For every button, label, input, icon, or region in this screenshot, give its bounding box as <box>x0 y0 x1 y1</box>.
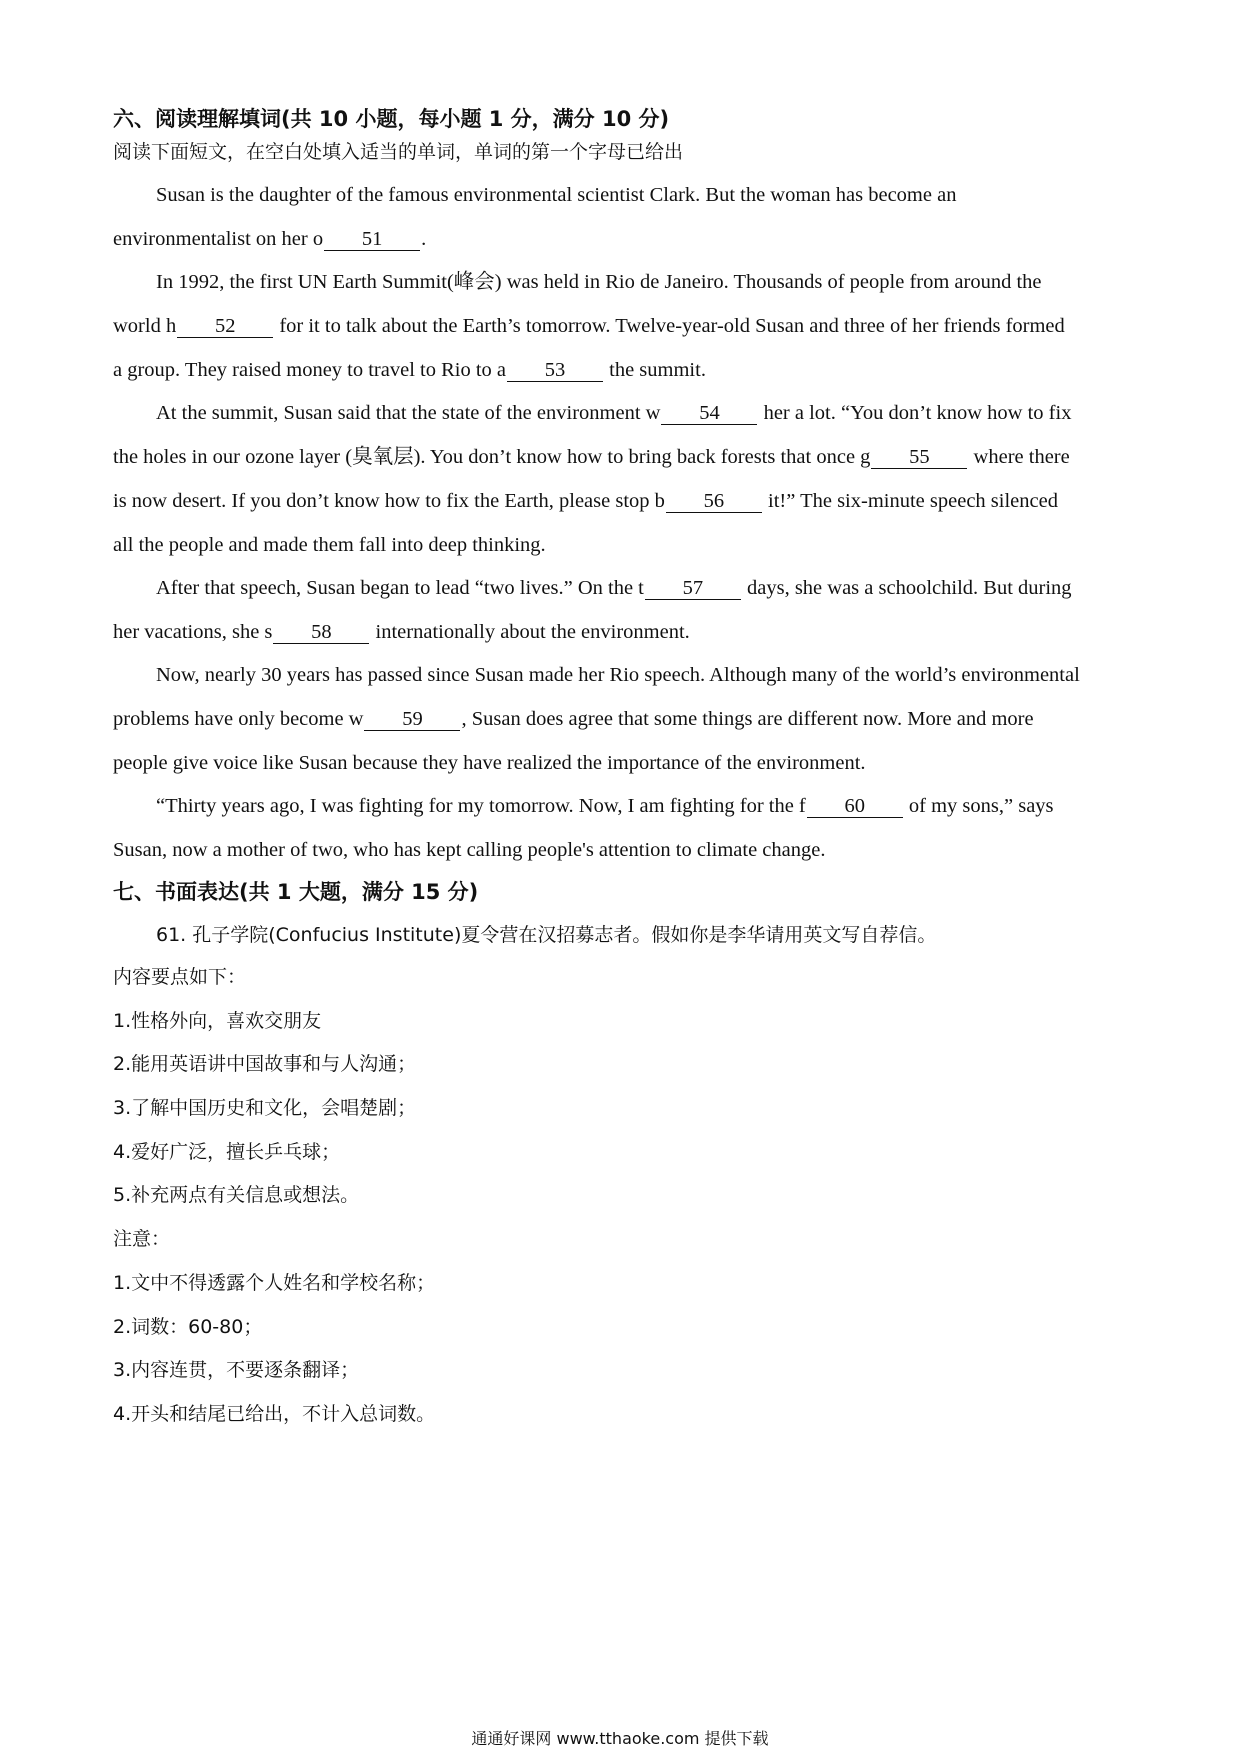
note-item: 3.内容连贯，不要逐条翻译； <box>113 1359 360 1381</box>
passage-text: At the summit, Susan said that the state of the environment w <box>156 402 661 424</box>
passage-text: internationally about the environment. <box>375 621 690 643</box>
passage-text: environmentalist on her o <box>113 228 324 250</box>
question-61: 61. 孔子学院(Confucius Institute)夏令营在汉招募志者。假如你是李华请用英文写自荐信。 <box>156 924 937 946</box>
passage-line <box>113 312 1133 340</box>
passage-line: Susan, now a mother of two, who has kept calling people's attention to climate change. <box>113 839 826 861</box>
section-6-heading: 六、阅读理解填词(共 10 小题，每小题 1 分，满分 10 分) <box>113 107 670 131</box>
passage-text: her a lot. “You don’t know how to fix <box>763 402 1072 424</box>
points-title: 内容要点如下： <box>113 966 247 988</box>
passage-text: where there <box>973 446 1070 468</box>
passage-text: of my sons,” says <box>908 795 1054 817</box>
passage-line <box>113 443 1133 471</box>
note-item: 4.开头和结尾已给出，不计入总词数。 <box>113 1403 436 1425</box>
blank-55[interactable]: 55 <box>871 446 967 469</box>
blank-57[interactable]: 57 <box>645 577 741 600</box>
passage-line: Now, nearly 30 years has passed since Susan made her Rio speech. Although many of the world’s environmental <box>156 664 1080 686</box>
passage-text: a group. They raised money to travel to Rio to a <box>113 359 507 381</box>
section-7-heading: 七、书面表达(共 1 大题，满分 15 分) <box>113 880 479 904</box>
note-item: 2.词数：60-80； <box>113 1316 263 1338</box>
passage-text: days, she was a schoolchild. But during <box>747 577 1072 599</box>
blank-51[interactable]: 51 <box>324 228 420 251</box>
passage-line: people give voice like Susan because they have realized the importance of the environment. <box>113 752 866 774</box>
passage-text: it!” The six-minute speech silenced <box>768 490 1058 512</box>
passage-text: is now desert. If you don’t know how to fix the Earth, please stop b <box>113 490 665 512</box>
blank-54[interactable]: 54 <box>661 402 757 425</box>
passage-text: her vacations, she s <box>113 621 273 643</box>
point-item: 1.性格外向，喜欢交朋友 <box>113 1010 322 1032</box>
notes-title: 注意： <box>113 1228 171 1250</box>
footer-watermark: 通通好课网 www.tthaoke.com 提供下载 <box>471 1729 769 1748</box>
passage-line <box>113 705 1133 733</box>
passage-text: problems have only become w <box>113 708 364 730</box>
passage-line <box>156 399 1176 427</box>
note-item: 1.文中不得透露个人姓名和学校名称； <box>113 1272 436 1294</box>
passage-text: the holes in our ozone layer (臭氧层). You don’t know how to bring back forests that once g <box>113 446 871 468</box>
passage-text: After that speech, Susan began to lead “two lives.” On the t <box>156 577 644 599</box>
point-item: 2.能用英语讲中国故事和与人沟通； <box>113 1053 417 1075</box>
passage-line: In 1992, the first UN Earth Summit(峰会) was held in Rio de Janeiro. Thousands of people from around the <box>156 271 1042 293</box>
passage-line: Susan is the daughter of the famous environmental scientist Clark. But the woman has become an <box>156 184 957 206</box>
blank-59[interactable]: 59 <box>364 708 460 731</box>
blank-53[interactable]: 53 <box>507 359 603 382</box>
passage-line <box>156 792 1176 820</box>
point-item: 5.补充两点有关信息或想法。 <box>113 1184 360 1206</box>
blank-58[interactable]: 58 <box>273 621 369 644</box>
passage-text: , Susan does agree that some things are different now. More and more <box>461 708 1034 730</box>
passage-line <box>113 487 1133 515</box>
blank-56[interactable]: 56 <box>666 490 762 513</box>
passage-line <box>156 574 1176 602</box>
passage-line <box>113 225 1133 253</box>
blank-60[interactable]: 60 <box>807 795 903 818</box>
blank-52[interactable]: 52 <box>177 315 273 338</box>
passage-text: for it to talk about the Earth’s tomorrow. Twelve-year-old Susan and three of her friends formed <box>279 315 1065 337</box>
passage-line <box>113 618 1133 646</box>
passage-line: all the people and made them fall into deep thinking. <box>113 534 546 556</box>
point-item: 3.了解中国历史和文化，会唱楚剧； <box>113 1097 417 1119</box>
passage-text: . <box>421 228 427 250</box>
passage-text: “Thirty years ago, I was fighting for my tomorrow. Now, I am fighting for the f <box>156 795 806 817</box>
passage-line <box>113 356 1133 384</box>
passage-text: the summit. <box>609 359 706 381</box>
point-item: 4.爱好广泛，擅长乒乓球； <box>113 1141 341 1163</box>
passage-text: world h <box>113 315 177 337</box>
section-6-instruction: 阅读下面短文，在空白处填入适当的单词，单词的第一个字母已给出 <box>113 141 684 163</box>
